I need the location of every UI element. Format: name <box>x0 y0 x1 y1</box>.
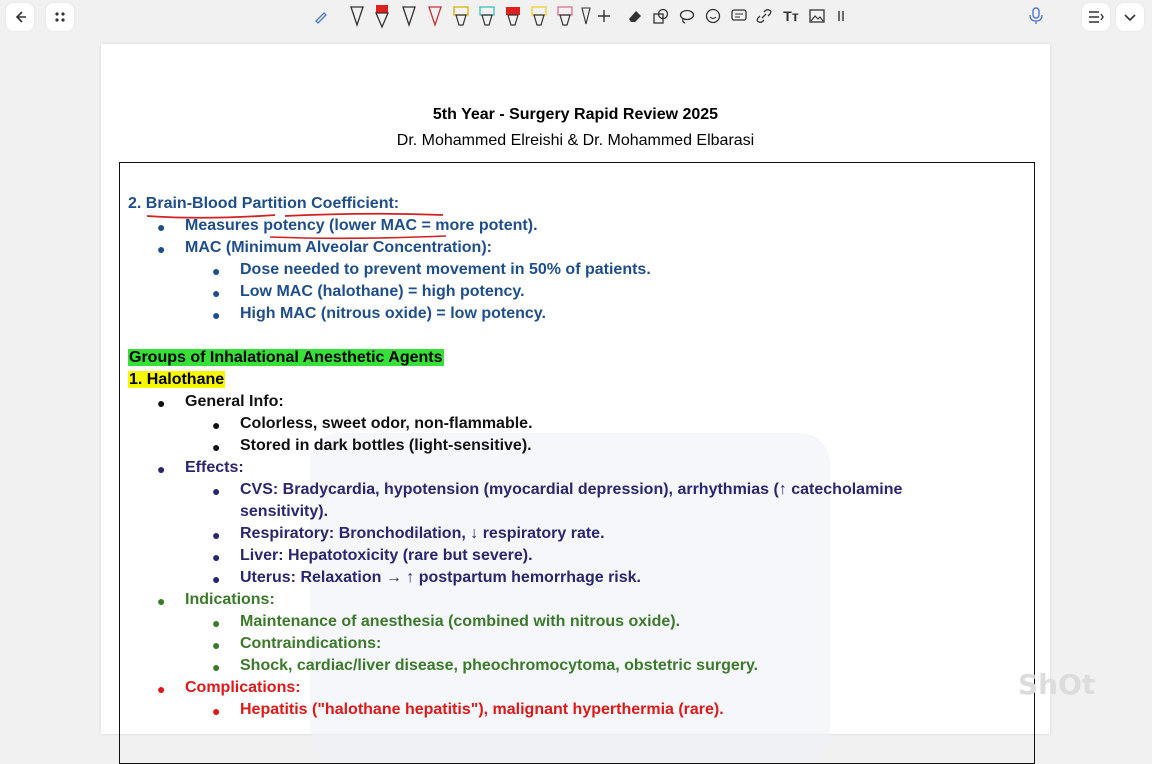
bullet-dot: ● <box>157 461 166 477</box>
list-item: Complications: <box>185 679 301 696</box>
comment-icon <box>731 8 747 24</box>
list-item: Colorless, sweet odor, non-flammable. <box>240 415 533 432</box>
vertical-bars-icon <box>836 9 846 23</box>
highlighter-icon <box>478 5 496 27</box>
pen-nib-red-icon <box>374 3 390 29</box>
arrow-left-icon <box>12 9 28 25</box>
comment-tool-button[interactable] <box>729 4 749 28</box>
list-item: Uterus: Relaxation → ↑ postpartum hemorrhage risk. <box>240 569 641 586</box>
content-box <box>119 162 1035 764</box>
bullet-dot: ● <box>212 571 221 587</box>
watermark-text: ShOt <box>1018 668 1096 701</box>
highlighter-icon <box>556 5 574 27</box>
groups-heading-text: Groups of Inhalational Anesthetic Agents <box>129 349 443 366</box>
bullet-dot: ● <box>212 615 221 631</box>
bullet-dot: ● <box>212 285 221 301</box>
bullet-dot: ● <box>212 527 221 543</box>
list-item: Low MAC (halothane) = high potency. <box>240 283 525 300</box>
list-item: Maintenance of anesthesia (combined with nitrous oxide). <box>240 613 681 630</box>
list-item: Hepatitis ("halothane hepatitis"), malignant hyperthermia (rare). <box>240 701 724 718</box>
top-toolbar <box>0 0 1152 34</box>
pen-nib-icon <box>401 5 417 27</box>
plus-icon <box>597 9 611 23</box>
highlighter-pink[interactable] <box>555 4 575 28</box>
highlighter-icon <box>452 5 470 27</box>
list-item: Contraindications: <box>240 635 382 652</box>
list-item: General Info: <box>185 393 284 410</box>
highlighter-icon <box>530 5 548 27</box>
pen-tool-red[interactable] <box>373 4 391 28</box>
bullet-dot: ● <box>157 395 166 411</box>
shapes-tool-button[interactable] <box>651 4 671 28</box>
text-tool-icon: Tт <box>783 8 799 24</box>
list-item: CVS: Bradycardia, hypotension (myocardial depression), arrhythmias (↑ catecholamine <box>240 481 903 498</box>
pencil-icon <box>313 8 329 24</box>
section2-heading: 2. Brain-Blood Partition Coefficient: <box>128 195 400 212</box>
sticker-tool-button[interactable] <box>703 4 723 28</box>
bullet-dot: ● <box>212 549 221 565</box>
pen-tool-small[interactable] <box>580 4 592 28</box>
sticker-icon <box>705 8 721 24</box>
eraser-tool-button[interactable] <box>625 4 645 28</box>
bullet-dot: ● <box>212 659 221 675</box>
list-item: Indications: <box>185 591 275 608</box>
lasso-icon <box>679 8 695 24</box>
list-item: Liver: Hepatotoxicity (rare but severe). <box>240 547 533 564</box>
list-item: Measures potency (lower MAC = more potent). <box>185 217 538 234</box>
list-item: Shock, cardiac/liver disease, pheochromocytoma, obstetric surgery. <box>240 657 759 674</box>
shapes-icon <box>653 8 669 24</box>
halothane-heading <box>128 371 225 389</box>
link-tool-button[interactable] <box>754 4 774 28</box>
menu-button[interactable] <box>1082 3 1110 31</box>
collapse-button[interactable] <box>1116 3 1144 31</box>
document-page <box>101 44 1050 734</box>
bullet-dot: ● <box>212 263 221 279</box>
text-tool-button[interactable] <box>781 4 801 28</box>
bullet-dot: ● <box>212 483 221 499</box>
halothane-heading-text: 1. Halothane <box>129 371 225 388</box>
highlighter-teal[interactable] <box>477 4 497 28</box>
list-item-continuation: sensitivity). <box>240 503 329 520</box>
microphone-icon <box>1028 7 1044 25</box>
pencil-tool-button[interactable] <box>312 4 330 28</box>
image-tool-button[interactable] <box>807 4 827 28</box>
back-button[interactable] <box>6 3 34 31</box>
pen-nib-red-outline-icon <box>427 5 443 27</box>
list-item: High MAC (nitrous oxide) = low potency. <box>240 305 546 322</box>
eraser-icon <box>627 8 643 24</box>
grid-dots-icon <box>53 10 67 24</box>
bullet-dot: ● <box>212 703 221 719</box>
list-item: Stored in dark bottles (light-sensitive). <box>240 437 532 454</box>
link-icon <box>756 8 772 24</box>
pen-nib-icon <box>349 5 365 27</box>
pen-nib-icon <box>581 6 591 26</box>
highlighter-yellow-2[interactable] <box>529 4 549 28</box>
list-item: Respiratory: Bronchodilation, ↓ respiratory rate. <box>240 525 605 542</box>
bullet-dot: ● <box>157 681 166 697</box>
highlighter-red[interactable] <box>503 4 523 28</box>
bullet-dot: ● <box>212 307 221 323</box>
pen-tool-1[interactable] <box>348 4 366 28</box>
highlighter-yellow-1[interactable] <box>451 4 471 28</box>
highlighter-icon <box>504 5 522 27</box>
list-menu-icon <box>1088 10 1104 24</box>
microphone-button[interactable] <box>1026 4 1046 28</box>
chevron-down-icon <box>1123 10 1137 24</box>
grid-view-button[interactable] <box>46 3 74 31</box>
bullet-dot: ● <box>157 241 166 257</box>
bullet-dot: ● <box>212 439 221 455</box>
lasso-tool-button[interactable] <box>677 4 697 28</box>
bullet-dot: ● <box>157 593 166 609</box>
document-subtitle: Dr. Mohammed Elreishi & Dr. Mohammed Elbarasi <box>396 132 755 149</box>
document-title: 5th Year - Surgery Rapid Review 2025 <box>432 106 719 123</box>
list-item: Effects: <box>185 459 244 476</box>
bullet-dot: ● <box>157 219 166 235</box>
pen-tool-3[interactable] <box>426 4 444 28</box>
bullet-dot: ● <box>212 637 221 653</box>
list-item: MAC (Minimum Alveolar Concentration): <box>185 239 492 256</box>
pen-tool-2[interactable] <box>400 4 418 28</box>
bullet-dot: ● <box>212 417 221 433</box>
groups-heading <box>128 349 444 367</box>
list-item: Dose needed to prevent movement in 50% of patients. <box>240 261 651 278</box>
add-tool-button[interactable] <box>596 4 612 28</box>
more-tools-button[interactable] <box>833 4 849 28</box>
image-icon <box>809 8 825 24</box>
